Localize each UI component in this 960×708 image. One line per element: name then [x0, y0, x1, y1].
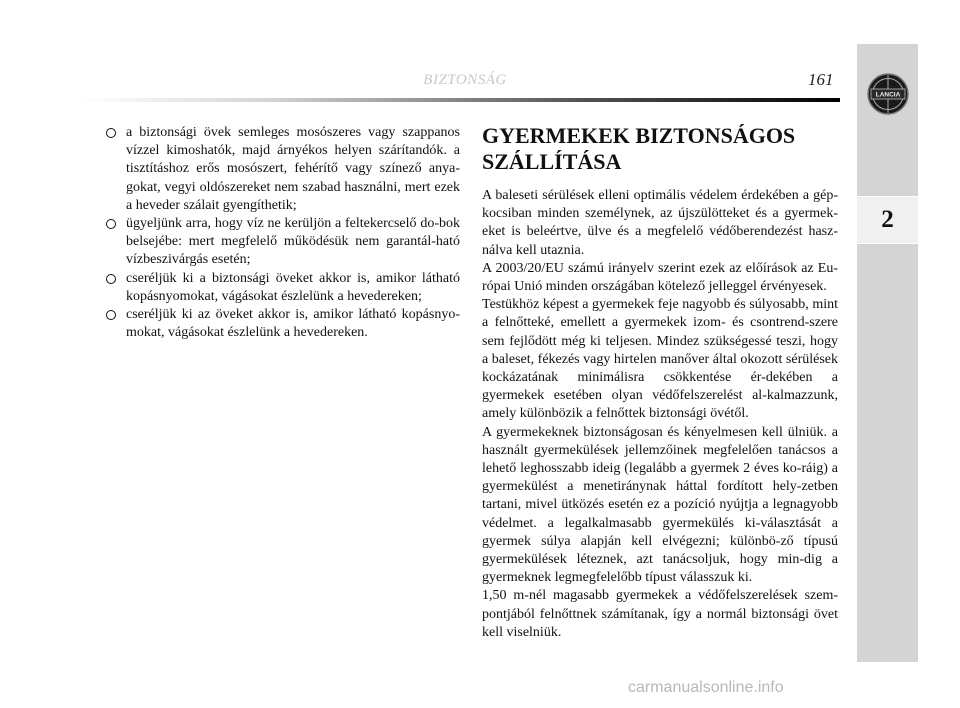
page-number: 161 — [808, 70, 834, 89]
chapter-number: 2 — [857, 196, 918, 244]
header-rule — [80, 98, 840, 102]
bullet-item — [104, 270, 460, 306]
body-paragraph: 1,50 m-nél magasabb gyermekek a védőfelszerelések szem-pontjából felnőttnek számítanak, így a normál biztonsági övet kell viselniük. — [482, 588, 838, 640]
circle-bullet-icon — [106, 274, 116, 284]
bullet-item — [104, 306, 460, 342]
running-header-title: BIZTONSÁG — [423, 72, 507, 88]
watermark: carmanualsonline.info — [628, 679, 784, 696]
logo-text: LANCIA — [875, 91, 900, 99]
brand-logo — [857, 65, 918, 123]
circle-bullet-icon — [106, 128, 116, 138]
bullet-text: cseréljük ki a biztonsági öveket akkor is, amikor látható kopásnyomokat, vágásokat észlelünk a hevedereken; — [126, 270, 460, 304]
body-paragraph: Testükhöz képest a gyermekek feje nagyobb és súlyosabb, mint a felnőtteké, emellett a gyermekek izom- és csontrend-szere sem fejlődött még ki teljesen. Mindez szükségessé teszi, hogy a baleset, fékezés vagy hirtelen manőver által okozott sérülések kockázatának minimálisra csökkentése ér-dekében a gyermekek esetében olyan védőfelszerelést al-kalmazzunk, amely különbözik a felnőttek biztonsági övétől. — [482, 297, 838, 422]
body-paragraph: A 2003/20/EU számú irányelv szerint ezek az előírások az Eu-rópai Unió minden országában kötelező jelleggel érvényesek. — [482, 260, 838, 295]
bullet-text: cseréljük ki az öveket akkor is, amikor látható kopásnyo-mokat, vágásokat észlelünk a hevedereken. — [126, 307, 460, 341]
chapter-side-tab — [857, 44, 918, 662]
lancia-shield-icon — [866, 70, 910, 118]
body-paragraph: A gyermekeknek biztonságosan és kényelmesen kell ülniük. a használt gyermekülések jellemzőinek megfelelően tanácsos a lehető leghosszabb ideig (legalább a gyermek 2 éves ko-ráig) a gyermekülést a menetiránynak háttal fordított hely-zetben tartani, mivel ütközés esetén ez a pozíció nyújtja a legnagyobb védelmet. a legalkalmasabb gyermekülés ki-választását a gyermek súlya alapján kell elvégezni; különbö-ző típusú gyermekülések léteznek, azt tanácsoljuk, hogy min-dig a gyermeknek legmegfelelőbb típust válasszuk ki. — [482, 424, 838, 586]
bullet-item — [104, 124, 460, 215]
bullet-text: ügyeljünk arra, hogy víz ne kerüljön a feltekercselő do-bok belsejébe: mert megfelelő működésük nem garantál-ható vízbeszivárgás esetén; — [126, 216, 460, 268]
section-heading: GYERMEKEK BIZTONSÁGOS SZÁLLÍTÁSA — [482, 123, 796, 174]
circle-bullet-icon — [106, 219, 116, 229]
body-paragraph: A baleseti sérülések elleni optimális védelem érdekében a gép-kocsiban minden személynek, az újszülötteket és a gyermek-eket is beleértve, ülve és a megfelelő védőberendezést hasz-nálva kell utaznia. — [482, 188, 838, 258]
circle-bullet-icon — [106, 310, 116, 320]
bullet-text: a biztonsági övek semleges mosószeres vagy szappanos vízzel kimoshatók, majd árnyékos helyen szárítandók. a tisztításhoz erős mosószert, fehérítő vagy színező anya-gokat, vegyi oldószereket nem szabad használni, mert ezek a heveder szálait gyengíthetik; — [126, 125, 460, 213]
left-column — [104, 124, 460, 342]
bullet-item — [104, 215, 460, 270]
right-column — [482, 123, 838, 642]
